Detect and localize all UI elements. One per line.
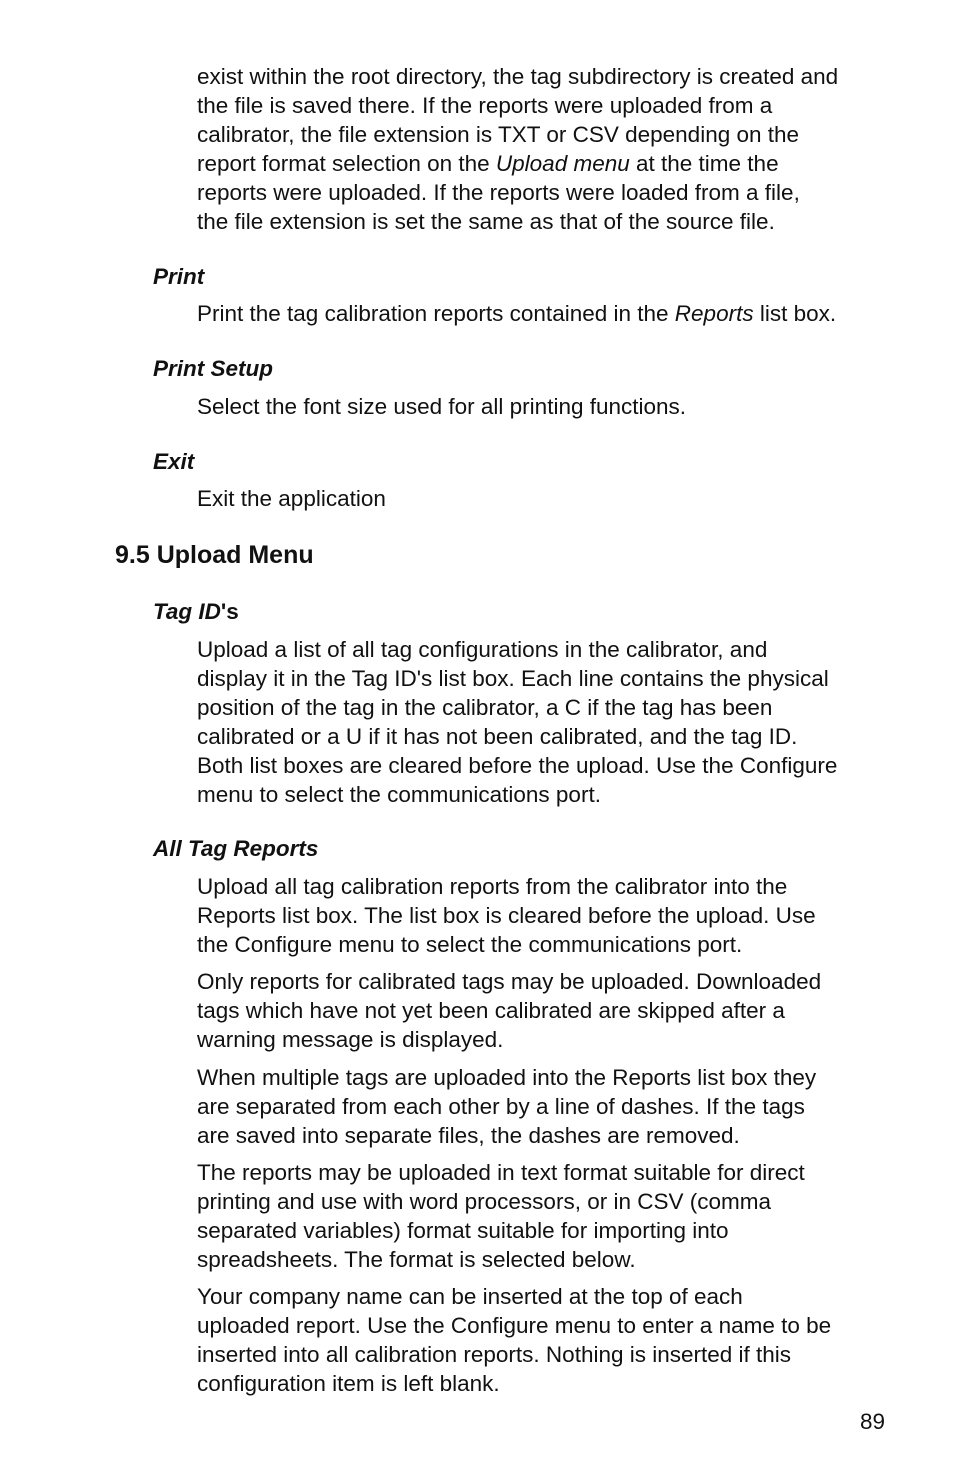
text-line: position of the tag in the calibrator, a C if the tag has been <box>197 695 773 720</box>
text-line: menu to select the communications port. <box>197 782 601 807</box>
text-line: separated variables) format suitable for importing into <box>197 1218 729 1243</box>
text-segment: list box. <box>753 301 837 326</box>
text-line: are separated from each other by a line of dashes. If the tags <box>197 1094 805 1119</box>
text-line: When multiple tags are uploaded into the Reports list box they <box>197 1065 817 1090</box>
text-line: display it in the Tag ID's list box. Each line contains the physical <box>197 666 829 691</box>
intro-paragraph <box>197 62 897 236</box>
text-line: are saved into separate files, the dashes are removed. <box>197 1123 740 1148</box>
all-tag-reports-heading: All Tag Reports <box>153 836 319 861</box>
text-line: Exit the application <box>197 486 386 511</box>
heading-plain: 's <box>220 599 239 624</box>
all-tag-reports-paragraph-3 <box>197 1063 897 1150</box>
all-tag-reports-paragraph-5 <box>197 1282 897 1398</box>
tag-ids-description <box>197 635 897 809</box>
all-tag-reports-paragraph-2 <box>197 967 897 1054</box>
text-line: the file extension is set the same as that of the source file. <box>197 209 775 234</box>
text-line: spreadsheets. The format is selected below. <box>197 1247 636 1272</box>
text-line-mixed <box>197 299 897 328</box>
text-line: warning message is displayed. <box>197 1027 504 1052</box>
text-line: The reports may be uploaded in text format suitable for direct <box>197 1160 805 1185</box>
text-line: configuration item is left blank. <box>197 1371 500 1396</box>
text-line: Only reports for calibrated tags may be uploaded. Downloaded <box>197 969 822 994</box>
print-setup-heading: Print Setup <box>153 356 274 381</box>
text-line: Both list boxes are cleared before the upload. Use the Configure <box>197 753 838 778</box>
text-line: Your company name can be inserted at the top of each <box>197 1284 743 1309</box>
text-line: the file is saved there. If the reports were uploaded from a <box>197 93 773 118</box>
page-number: 89 <box>860 1409 886 1434</box>
text-line: Upload a list of all tag configurations in the calibrator, and <box>197 637 768 662</box>
text-segment: at the time the <box>629 151 779 176</box>
all-tag-reports-paragraph-4 <box>197 1158 897 1274</box>
exit-heading: Exit <box>153 449 195 474</box>
text-line: printing and use with word processors, or in CSV (comma <box>197 1189 771 1214</box>
text-line: calibrated or a U if it has not been calibrated, and the tag ID. <box>197 724 798 749</box>
upload-menu-emphasis: Upload menu <box>495 151 630 176</box>
text-line: the Configure menu to select the communications port. <box>197 932 743 957</box>
exit-description <box>197 484 897 513</box>
reports-emphasis: Reports <box>674 301 754 326</box>
heading-italic: Tag ID <box>153 599 221 624</box>
all-tag-reports-paragraph-1 <box>197 872 897 959</box>
text-line: tags which have not yet been calibrated are skipped after a <box>197 998 785 1023</box>
print-heading: Print <box>153 264 205 289</box>
section-heading: 9.5 Upload Menu <box>115 541 314 569</box>
text-line: Select the font size used for all printing functions. <box>197 394 687 419</box>
text-segment: Print the tag calibration reports contained in the <box>197 301 675 326</box>
print-description <box>197 299 897 328</box>
text-segment: report format selection on the <box>197 151 496 176</box>
text-line: uploaded report. Use the Configure menu to enter a name to be <box>197 1313 832 1338</box>
tag-ids-heading <box>153 597 239 626</box>
text-line: reports were uploaded. If the reports were loaded from a file, <box>197 180 800 205</box>
text-line: Reports list box. The list box is cleared before the upload. Use <box>197 903 816 928</box>
text-line: inserted into all calibration reports. Nothing is inserted if this <box>197 1342 792 1367</box>
print-setup-description <box>197 392 897 421</box>
text-line: exist within the root directory, the tag subdirectory is created and <box>197 64 839 89</box>
text-line-mixed <box>197 149 897 178</box>
text-line: calibrator, the file extension is TXT or CSV depending on the <box>197 122 800 147</box>
text-line: Upload all tag calibration reports from the calibrator into the <box>197 874 788 899</box>
